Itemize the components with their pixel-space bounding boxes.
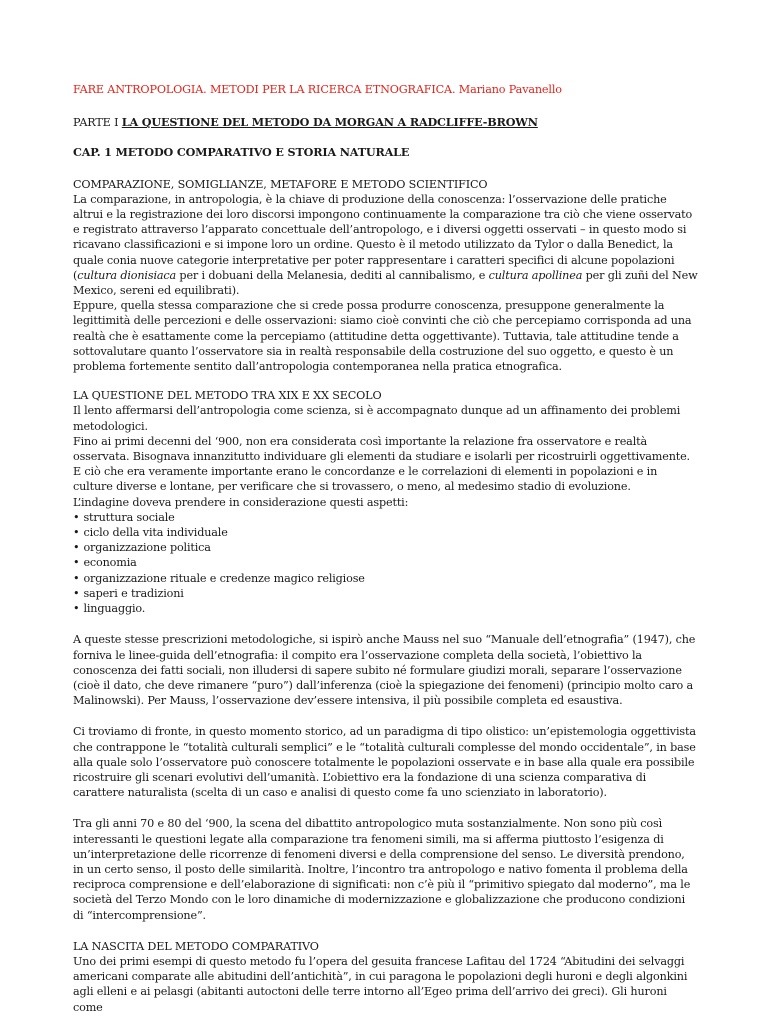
chapter-title: CAP. 1 METODO COMPARATIVO E STORIA NATURALE (73, 145, 410, 160)
paragraph: Fino ai primi decenni del ‘900, non era considerata così importante la relazione fra osservatore e realtà osservata. Bisognava innanzitutto individuare gli elementi da studiare e isolarli per ricostruirli oggettivamente. E ciò che era veramente importante erano le concordanze e le correlazioni di elementi in popolazioni e in culture diverse e lontane, per verificare che si trovassero, o meno, al medesimo stadio di evoluzione. (73, 434, 690, 494)
paragraph: Ci troviamo di fronte, in questo momento storico, ad un paradigma di tipo olistico: un’epistemologia oggettivista che contrappone le “totalità culturali semplici” e le “totalità culturali complesse del mondo occidentale”, in base alla quale solo l’osservatore può conoscere totalmente le popolazioni osservate e in base alla quale era possibile ricostruire gli scenari evolutivi dell’umanità. L’obiettivo era la fondazione di una scienza comparativa di carattere naturalista (scelta di un caso e analisi di questo come fa uno scienziato in laboratorio). (73, 725, 696, 800)
section-nascita-metodo (73, 939, 698, 1015)
paragraph: Il lento affermarsi dell’antropologia come scienza, si è accompagnato dunque ad un affinamento dei problemi metodologici. (73, 404, 681, 433)
emphasis-text: cultura apollinea (488, 268, 583, 282)
part-title (73, 115, 698, 130)
list-item: • economia (73, 555, 698, 570)
paragraph: Eppure, quella stessa comparazione che si crede possa produrre conoscenza, presuppone generalmente la legittimità delle percezioni e delle osservazioni: siamo cioè convinti che ciò che percepiamo corrisponda ad una realtà che è esattamente come la percepiamo (attitudine detta oggettivante). Tuttavia, tale attitudine tende a sottovalutare quanto l’osservatore sia in realtà responsabile della costruzione del suo oggetto, e questo è un problema fortemente sentito dall’antropologia contemporanea nella pratica etnografica. (73, 299, 692, 374)
list-item: • saperi e tradizioni (73, 586, 698, 601)
part-prefix: PARTE I (73, 116, 122, 130)
section-heading: LA QUESTIONE DEL METODO TRA XIX E XX SECOLO (73, 389, 382, 403)
part-title-text: LA QUESTIONE DEL METODO DA MORGAN A RADCLIFFE-BROWN (121, 115, 538, 130)
paragraph-text: per gli zuñi del New Mexico, sereni ed equilibrati). (73, 268, 698, 298)
paragraph-text: La comparazione, in antropologia, è la chiave di produzione della conoscenza: l’osservazione delle pratiche altrui e la registrazione dei loro discorsi impongono continuamente la comparazione tra ciò che viene osservato e registrato attraverso l’apparato concettuale dell’antropologo, e i diversi oggetti osservati – in questo modo si ricavano classificazioni e si impone loro un ordine. Questo è il metodo utilizzato da Tylor o dalla Benedict, la quale conia nuove categorie interpretative per poter rappresentare i caratteri specifici di alcune popolazioni ( (73, 192, 693, 282)
emphasis-text: cultura dionisiaca (77, 268, 177, 282)
paragraph: A queste stesse prescrizioni metodologiche, si ispirò anche Mauss nel suo “Manuale dell’etnografia” (1947), che forniva le linee-guida dell’etnografia: il compito era l’osservazione completa della società, l’obiettivo la conoscenza dei fatti sociali, non illudersi di sapere subito né formulare giudizi morali, separare l’osservazione (cioè il dato, che deve rimanere “puro”) dall’inferenza (cioè la spiegazione dei fenomeni) (principio molto caro a Malinowski). Per Mauss, l’osservazione dev’essere intensiva, il più possibile completa ed esaustiva. (73, 633, 696, 708)
list-item: • struttura sociale (73, 510, 698, 525)
list-item: • ciclo della vita individuale (73, 525, 698, 540)
section-heading: LA NASCITA DEL METODO COMPARATIVO (73, 939, 319, 953)
paragraph: Tra gli anni 70 e 80 del ‘900, la scena del dibattito antropologico muta sostanzialmente. Non sono più così interessanti le questioni legate alla comparazione tra fenomeni simili, ma si afferma piuttosto l’esigenza di un’interpretazione delle ricorrenze di fenomeni diversi e della comprensione del senso. Le diversità prendono, in un certo senso, il posto delle similarità. Inoltre, l’incontro tra antropologo e nativo fomenta il problema della reciproca comprensione e dell’elaborazione di significati: non c’è più il “primitivo spiegato dal moderno”, ma le società del Terzo Mondo con le loro dinamiche di modernizzazione e globalizzazione che producono condizioni di “intercomprensione”. (73, 817, 691, 922)
list-item: • organizzazione rituale e credenze magico religiose (73, 571, 698, 586)
aspects-list (73, 510, 698, 616)
paragraph-text: per i dobuani della Melanesia, dediti al cannibalismo, e (176, 268, 489, 282)
document-page (73, 82, 698, 1015)
paragraph: L’indagine doveva prendere in considerazione questi aspetti: (73, 495, 409, 509)
paragraph: Uno dei primi esempi di questo metodo fu l’opera del gesuita francese Lafitau del 1724 “Abitudini dei selvaggi americani comparate alle abitudini dell’antichità”, in cui paragona le popolazioni degli huroni e degli algonkini agli elleni e ai pelasgi (abitanti autoctoni delle terre intorno all’Egeo prima dell’arrivo dei greci). Gli huroni come (73, 954, 688, 1014)
list-item: • linguaggio. (73, 601, 698, 616)
section-heading: COMPARAZIONE, SOMIGLIANZE, METAFORE E METODO SCIENTIFICO (73, 177, 488, 191)
list-item: • organizzazione politica (73, 540, 698, 555)
section-comparazione (73, 177, 698, 375)
section-questione-metodo (73, 388, 698, 923)
document-title: FARE ANTROPOLOGIA. METODI PER LA RICERCA ETNOGRAFICA. Mariano Pavanello (73, 83, 562, 96)
paragraph (73, 192, 698, 298)
